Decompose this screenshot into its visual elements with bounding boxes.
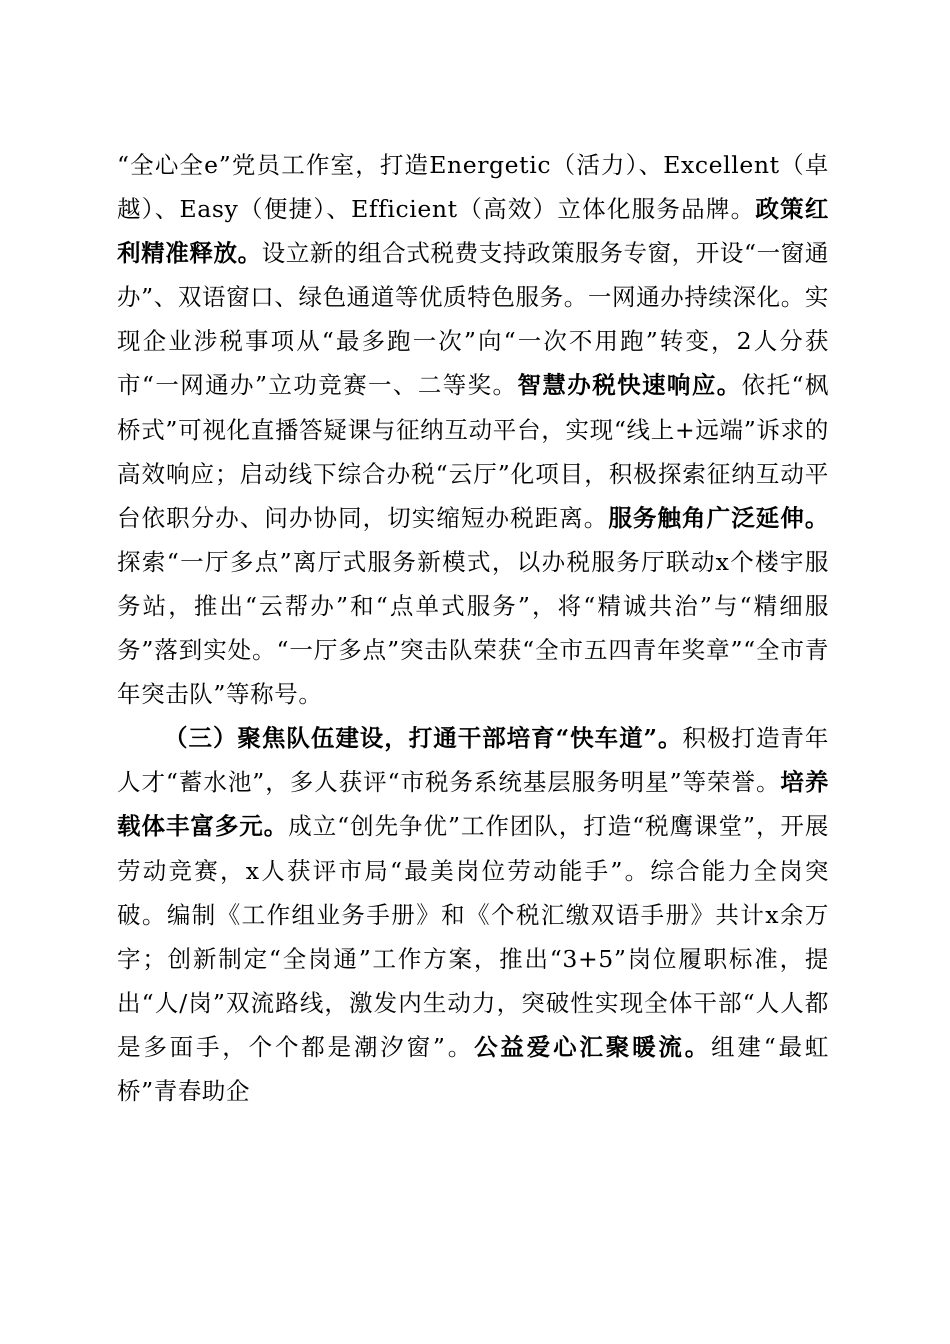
document-body: [117, 143, 829, 1113]
text-segment: 成立“创先争优”工作团队，打造“税鹰课堂”，开展劳动竞赛，x人获评市局“最美岗位劳动能手”。综合能力全岗突破。编制《工作组业务手册》和《个税汇缴双语手册》共计x余万字；创新制定“全岗通”工作方案，推出“3+5”岗位履职标准，提出“人/岗”双流路线，激发内生动力，突破性实现全体干部“人人都是多面手，个个都是潮汐窗”。: [117, 812, 829, 1061]
bold-heading-service-extension: 服务触角广泛延伸。: [608, 503, 830, 532]
text-segment: 依托“枫桥式”可视化直播答疑课与征纳互动平台，实现“线上+远端”诉求的高效响应；启动线下综合办税“云厅”化项目，积极探索征纳互动平台依职分办、问办协同，切实缩短办税距离。: [117, 371, 829, 532]
bold-heading-training-carrier: 培养载体丰富多元。: [117, 768, 829, 841]
bold-heading-smart-tax: 智慧办税快速响应。: [517, 371, 742, 400]
bold-heading-public-welfare: 公益爱心汇聚暖流。: [474, 1032, 712, 1061]
text-segment: “全心全e”党员工作室，打造Energetic（活力）、Excellent（卓越）、Easy（便捷）、Efficient（高效）立体化服务品牌。: [117, 151, 829, 224]
text-segment: 组建“最虹桥”青春助企: [117, 1032, 829, 1105]
text-segment: 探索“一厅多点”离厅式服务新模式，以办税服务厅联动x个楼宇服务站，推出“云帮办”和“点单式服务”，将“精诚共治”与“精细服务”落到实处。“一厅多点”突击队荣获“全市五四青年奖章”“全市青年突击队”等称号。: [117, 547, 829, 709]
text-segment: 积极打造青年人才“蓄水池”，多人获评“市税务系统基层服务明星”等荣誉。: [117, 724, 829, 797]
section-heading-three: （三）聚焦队伍建设，打通干部培育“快车道”。: [164, 724, 683, 753]
paragraph-team-building: [117, 716, 829, 1113]
text-segment: 设立新的组合式税费支持政策服务专窗，开设“一窗通办”、双语窗口、绿色通道等优质特色服务。一网通办持续深化。实现企业涉税事项从“最多跑一次”向“一次不用跑”转变，2人分获市“一网通办”立功竞赛一、二等奖。: [117, 239, 829, 400]
paragraph-service-brand: [117, 143, 829, 716]
bold-heading-policy-dividend: 政策红利精准释放。: [117, 195, 829, 268]
